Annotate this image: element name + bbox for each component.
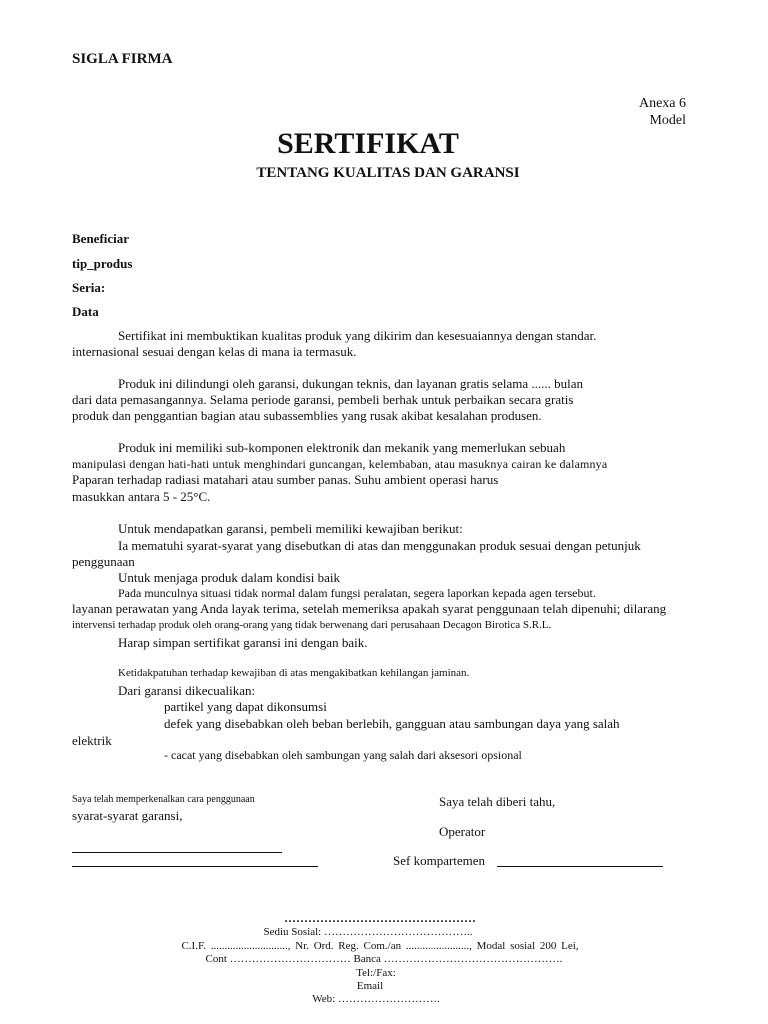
signature-right-line-2: Operator [439, 824, 486, 839]
signature-right-line-1: Saya telah diberi tahu, [439, 794, 556, 809]
footer-web: Web: ………………………. [312, 993, 440, 1005]
beneficiary-field: Beneficiar [72, 231, 130, 246]
company-logo-placeholder: SIGLA FIRMA [72, 51, 173, 67]
paragraph-3-line-1: Produk ini memiliki sub-komponen elektronik dan mekanik yang memerlukan sebuah [118, 440, 566, 455]
signature-line-3 [497, 866, 663, 867]
series-field: Seria: [72, 280, 106, 295]
paragraph-5-line-2: Dari garansi dikecualikan: [118, 683, 256, 698]
footer-bank-account: Cont …………………………… Banca …………………………………………. [205, 953, 563, 965]
paragraph-5-line-5: elektrik [72, 733, 112, 748]
signature-left-line-1: Saya telah memperkenalkan cara penggunaan [72, 794, 255, 805]
paragraph-2-line-2: dari data pemasangannya. Selama periode garansi, pembeli berhak untuk perbaikan secara gratis [72, 392, 574, 407]
paragraph-4-line-7: intervensi terhadap produk oleh orang-orang yang tidak berwenang dari perusahaan Decagon Birotica S.R.L. [72, 619, 552, 631]
paragraph-4-line-6: layanan perawatan yang Anda layak terima, setelah memeriksa apakah syarat penggunaan telah dipenuhi; dilarang [72, 601, 667, 616]
signature-left-line-2: syarat-syarat garansi, [72, 808, 183, 823]
product-type-field: tip_produs [72, 256, 133, 271]
document-title: SERTIFIKAT [277, 127, 459, 160]
paragraph-4-line-5: Pada munculnya situasi tidak normal dalam fungsi peralatan, segera laporkan kepada agen tersebut. [118, 586, 596, 600]
paragraph-2-line-3: produk dan penggantian bagian atau subassemblies yang rusak akibat kesalahan produsen. [72, 408, 542, 423]
date-field: Data [72, 304, 99, 319]
paragraph-4-line-1: Untuk mendapatkan garansi, pembeli memiliki kewajiban berikut: [118, 521, 463, 536]
footer-company-info: C.I.F. ............................, Nr. Ord. Reg. Com./an ......................., Modal sosial 200 Lei, [181, 940, 579, 952]
paragraph-5-line-4: defek yang disebabkan oleh beban berlebih, gangguan atau sambungan daya yang salah [164, 716, 620, 731]
signature-line-2 [72, 866, 318, 867]
paragraph-4-line-2: Ia mematuhi syarat-syarat yang disebutkan di atas dan menggunakan produk sesuai dengan petunjuk [118, 538, 641, 553]
paragraph-5-line-1: Ketidakpatuhan terhadap kewajiban di atas mengakibatkan kehilangan jaminan. [118, 667, 470, 679]
paragraph-5-line-6: - cacat yang disebabkan oleh sambungan yang salah dari aksesori opsional [164, 748, 522, 762]
paragraph-1-line-2: internasional sesuai dengan kelas di mana ia termasuk. [72, 344, 357, 359]
footer-registered-office: Sediu Sosial: ………………………………….. [263, 926, 473, 938]
paragraph-2-line-1: Produk ini dilindungi oleh garansi, dukungan teknis, dan layanan gratis selama ...... bulan [118, 376, 584, 391]
model-label: Model [649, 113, 686, 128]
paragraph-4-line-3: penggunaan [72, 554, 135, 569]
signature-right-line-3: Sef kompartemen [393, 853, 486, 868]
footer-dots: ………………………………………… [284, 911, 476, 925]
paragraph-3-line-4: masukkan antara 5 - 25°C. [72, 489, 211, 504]
footer-phone-fax: Tel:/Fax: [356, 967, 396, 979]
signature-line-1 [72, 852, 282, 853]
paragraph-4-line-8: Harap simpan sertifikat garansi ini dengan baik. [118, 635, 368, 650]
paragraph-4-line-4: Untuk menjaga produk dalam kondisi baik [118, 570, 341, 585]
paragraph-5-line-3: partikel yang dapat dikonsumsi [164, 699, 327, 714]
paragraph-1-line-1: Sertifikat ini membuktikan kualitas produk yang dikirim dan kesesuaiannya dengan standar. [118, 328, 597, 343]
footer-email: Email [356, 980, 384, 992]
document-subtitle: TENTANG KUALITAS DAN GARANSI [256, 165, 520, 181]
annex-label: Anexa 6 [638, 96, 686, 111]
paragraph-3-line-3: Paparan terhadap radiasi matahari atau sumber panas. Suhu ambient operasi harus [72, 472, 499, 487]
paragraph-3-line-2: manipulasi dengan hati-hati untuk menghindari guncangan, kelembaban, atau masuknya cairan ke dalamnya [72, 457, 608, 471]
